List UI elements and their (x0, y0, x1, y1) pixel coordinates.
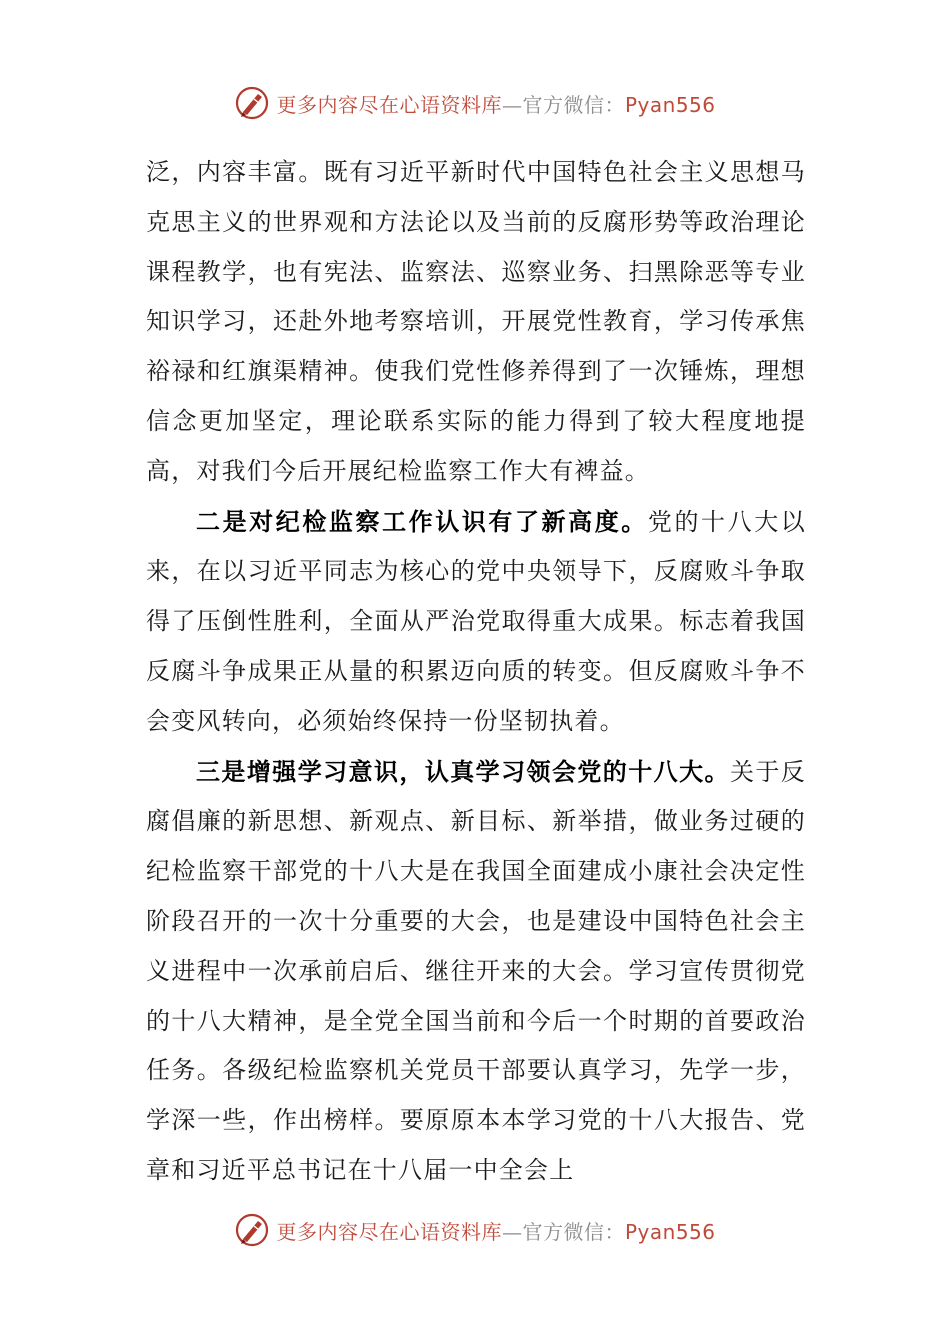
banner-dash: — (501, 1219, 523, 1244)
banner-dash: — (501, 92, 523, 117)
paragraph-3-lead: 三是增强学习意识，认真学习领会党的十八大。 (196, 756, 730, 786)
paragraph-2-text: 党的十八大以来，在以习近平同志为核心的党中央领导下，反腐败斗争取得了压倒性胜利，全面从严治党取得重大成果。标志着我国反腐斗争成果正从量的积累迈向质的转变。但反腐败斗争不会变风转向，必须始终保持一份坚韧执着。 (146, 507, 806, 735)
paragraph-3 (146, 747, 806, 1196)
header-banner (0, 83, 950, 123)
document-body (146, 147, 806, 1196)
footer-banner (0, 1210, 950, 1250)
footer-banner-text (276, 1216, 715, 1245)
paragraph-3-text: 关于反腐倡廉的新思想、新观点、新目标、新举措，做业务过硬的纪检监察干部党的十八大是在我国全面建成小康社会决定性阶段召开的一次十分重要的大会，也是建设中国特色社会主义进程中一次承前启后、继往开来的大会。学习宣传贯彻党的十八大精神，是全党全国当前和今后一个时期的首要政治任务。各级纪检监察机关党员干部要认真学习，先学一步，学深一些，作出榜样。要原原本本学习党的十八大报告、党章和习近平总书记在十八届一中全会上 (146, 757, 806, 1184)
banner-site-name: 更多内容尽在心语资料库 (276, 92, 502, 117)
banner-wechat-id: Pyan556 (624, 1219, 716, 1244)
pen-logo-icon (234, 85, 270, 121)
banner-wechat-label: 官方微信： (522, 1219, 625, 1244)
banner-site-name: 更多内容尽在心语资料库 (276, 1219, 502, 1244)
paragraph-2-lead: 二是对纪检监察工作认识有了新高度。 (196, 506, 648, 536)
header-banner-text (276, 89, 715, 118)
banner-wechat-id: Pyan556 (624, 92, 716, 117)
paragraph-1-text: 泛，内容丰富。既有习近平新时代中国特色社会主义思想马克思主义的世界观和方法论以及当前的反腐形势等政治理论课程教学，也有宪法、监察法、巡察业务、扫黑除恶等专业知识学习，还赴外地考察培训，开展党性教育，学习传承焦裕禄和红旗渠精神。使我们党性修养得到了一次锤炼，理想信念更加坚定，理论联系实际的能力得到了较大程度地提高，对我们今后开展纪检监察工作大有裨益。 (146, 158, 806, 485)
paragraph-1 (146, 147, 806, 497)
paragraph-2 (146, 497, 806, 747)
banner-wechat-label: 官方微信： (522, 92, 625, 117)
pen-logo-icon (234, 1212, 270, 1248)
